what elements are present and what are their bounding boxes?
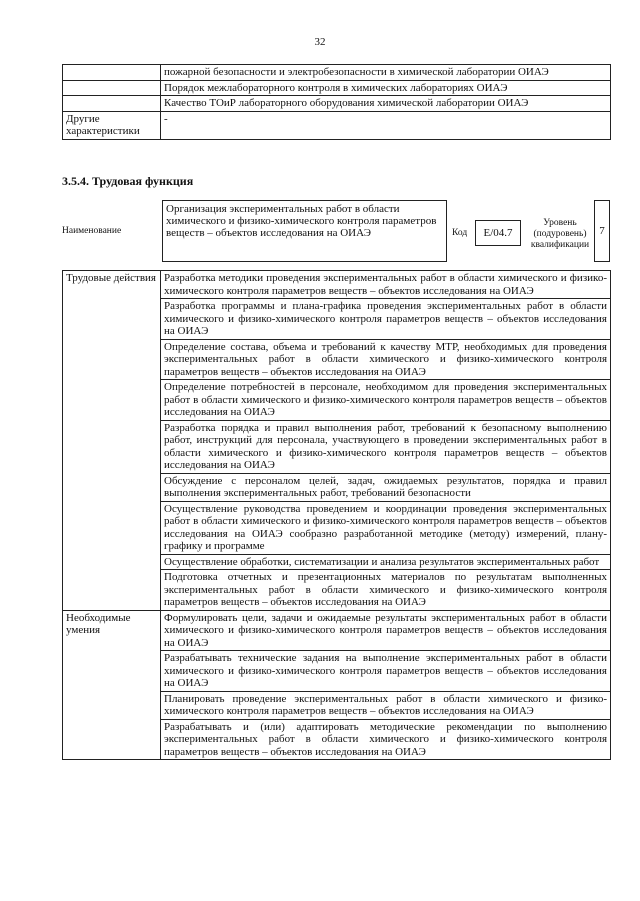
labor-actions-label: Трудовые действия [63,271,161,611]
row-label [63,65,161,81]
table-row [63,65,611,81]
page-number: 32 [314,36,326,48]
labor-action-item: Разработка методики проведения экспериментальных работ в области химического и физико-химического контроля параметров веществ – объектов исследования на ОИАЭ [161,271,611,299]
skills-label: Необходимые умения [63,610,161,760]
table-row [63,271,611,299]
labor-action-item: Разработка программы и плана-графика проведения экспериментальных работ в области химического и физико-химического контроля параметров веществ – объектов исследования на ОИАЭ [161,299,611,340]
function-name-box: Организация экспериментальных работ в области химического и физико-химического контроля параметров веществ – объектов исследования на ОИАЭ [162,200,447,262]
labor-action-item: Подготовка отчетных и презентационных материалов по результатам выполненных экспериментальных работ в области химического и физико-химического контроля параметров веществ – объектов исследования на ОИАЭ [161,570,611,611]
table-row [63,80,611,96]
labor-action-item: Определение потребностей в персонале, необходимом для проведения экспериментальных работ в области химического и физико-химического контроля параметров веществ – объектов исследования на ОИАЭ [161,380,611,421]
labor-function-table [62,270,611,760]
labor-action-item: Обсуждение с персоналом целей, задач, ожидаемых результатов, порядка и правил выполнения экспериментальных работ, требований безопасности [161,473,611,501]
labor-action-item: Определение состава, объема и требований к качеству МТР, необходимых для проведения экспериментальных работ в области химического и физико-химического контроля параметров веществ – объектов исследования на ОИАЭ [161,339,611,380]
row-text: Порядок межлабораторного контроля в химических лабораториях ОИАЭ [161,80,611,96]
name-label: Наименование [62,226,122,236]
table-row [63,111,611,139]
code-label: Код [452,228,468,238]
level-label: Уровень (подуровень) квалификации [530,218,590,250]
labor-action-item: Осуществление обработки, систематизации и анализа результатов экспериментальных работ [161,554,611,570]
code-value-box: E/04.7 [475,220,521,246]
labor-action-item: Разработка порядка и правил выполнения работ, требований к безопасному выполнению работ, инструкций для персонала, участвующего в проведении экспериментальных работ в области химического и физико-химического контроля параметров веществ – объектов исследования на ОИАЭ [161,420,611,473]
row-text-other: - [161,111,611,139]
skill-item: Разрабатывать технические задания на выполнение экспериментальных работ в области химического и физико-химического контроля параметров веществ – объектов исследования на ОИАЭ [161,651,611,692]
row-text: пожарной безопасности и электробезопасности в химической лаборатории ОИАЭ [161,65,611,81]
row-label [63,96,161,112]
table-row [63,610,611,651]
row-label-other: Другие характеристики [63,111,161,139]
level-value-box: 7 [594,200,610,262]
row-label [63,80,161,96]
top-characteristics-table [62,64,611,140]
row-text: Качество ТОиР лабораторного оборудования химической лаборатории ОИАЭ [161,96,611,112]
section-title: 3.5.4. Трудовая функция [62,174,194,188]
skill-item: Формулировать цели, задачи и ожидаемые результаты экспериментальных работ в области химического и физико-химического контроля параметров веществ – объектов исследования на ОИАЭ [161,610,611,651]
skill-item: Планировать проведение экспериментальных работ в области химического и физико-химического контроля параметров веществ – объектов исследования на ОИАЭ [161,691,611,719]
labor-action-item: Осуществление руководства проведением и координации проведения экспериментальных работ в области химического и физико-химического контроля параметров веществ – объектов исследования на ОИАЭ сообразно разработанной методике (методу) измерений, плану-графику и программе [161,501,611,554]
table-row [63,96,611,112]
skill-item: Разрабатывать и (или) адаптировать методические рекомендации по выполнению экспериментальных работ в области химического и физико-химического контроля параметров веществ – объектов исследования на ОИАЭ [161,719,611,760]
